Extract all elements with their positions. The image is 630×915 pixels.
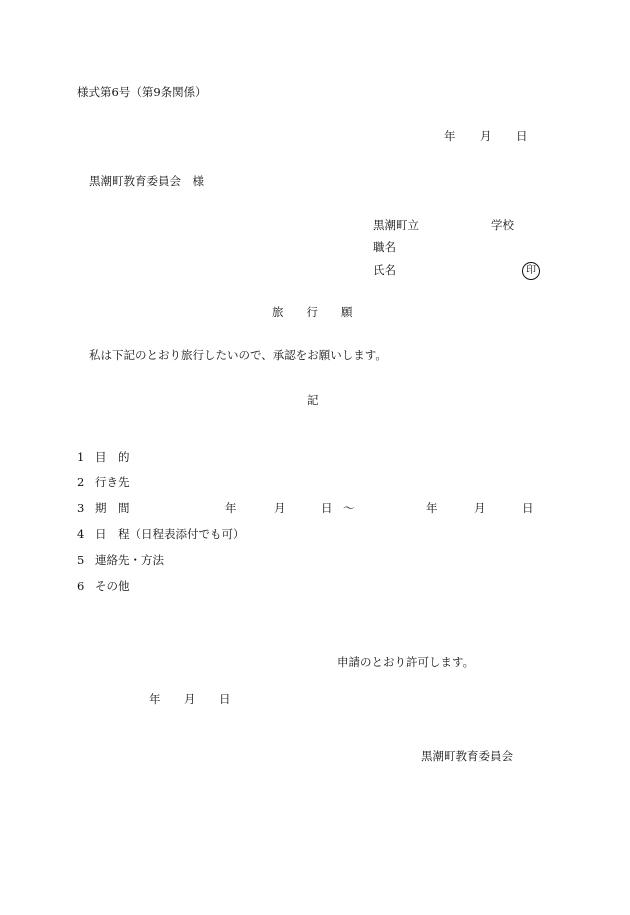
period-to-month: 月 — [474, 501, 486, 515]
period-to-day: 日 — [522, 501, 534, 515]
item-label-period: 期 間 — [95, 501, 130, 515]
name-label: 氏名 — [373, 263, 396, 277]
approval-date-year: 年 — [149, 692, 161, 706]
date-year-label: 年 — [444, 129, 456, 143]
item-label-contact: 連絡先・方法 — [95, 553, 164, 567]
addressee: 黒潮町教育委員会 様 — [89, 174, 204, 188]
item-number: 3 — [77, 501, 85, 515]
approval-text: 申請のとおり許可します。 — [337, 655, 475, 669]
approval-date-month: 月 — [184, 692, 196, 706]
item-number: 6 — [77, 579, 85, 593]
item-number: 4 — [77, 527, 85, 541]
period-tilde: ～ — [343, 501, 355, 515]
seal-mark: 印 — [522, 262, 540, 280]
issuer: 黒潮町教育委員会 — [421, 749, 513, 763]
item-label-destination: 行き先 — [95, 475, 130, 489]
period-to-year: 年 — [426, 501, 438, 515]
period-from-month: 月 — [274, 501, 286, 515]
form-number: 様式第6号（第9条関係） — [77, 85, 207, 99]
approval-date-day: 日 — [219, 692, 231, 706]
period-from-day: 日 — [321, 501, 333, 515]
period-from-year: 年 — [225, 501, 237, 515]
document-title: 旅 行 願 — [272, 305, 353, 319]
request-text: 私は下記のとおり旅行したいので、承認をお願いします。 — [89, 348, 387, 362]
date-month-label: 月 — [480, 129, 492, 143]
school-prefix: 黒潮町立 — [373, 218, 419, 232]
date-day-label: 日 — [516, 129, 528, 143]
item-label-purpose: 目 的 — [95, 450, 130, 464]
item-label-other: その他 — [95, 579, 130, 593]
item-number: 5 — [77, 553, 85, 567]
school-suffix: 学校 — [491, 218, 514, 232]
item-number: 1 — [77, 450, 85, 464]
item-label-schedule: 日 程（日程表添付でも可） — [95, 527, 245, 541]
ki-label: 記 — [307, 393, 319, 407]
item-number: 2 — [77, 475, 85, 489]
position-label: 職名 — [373, 240, 396, 254]
